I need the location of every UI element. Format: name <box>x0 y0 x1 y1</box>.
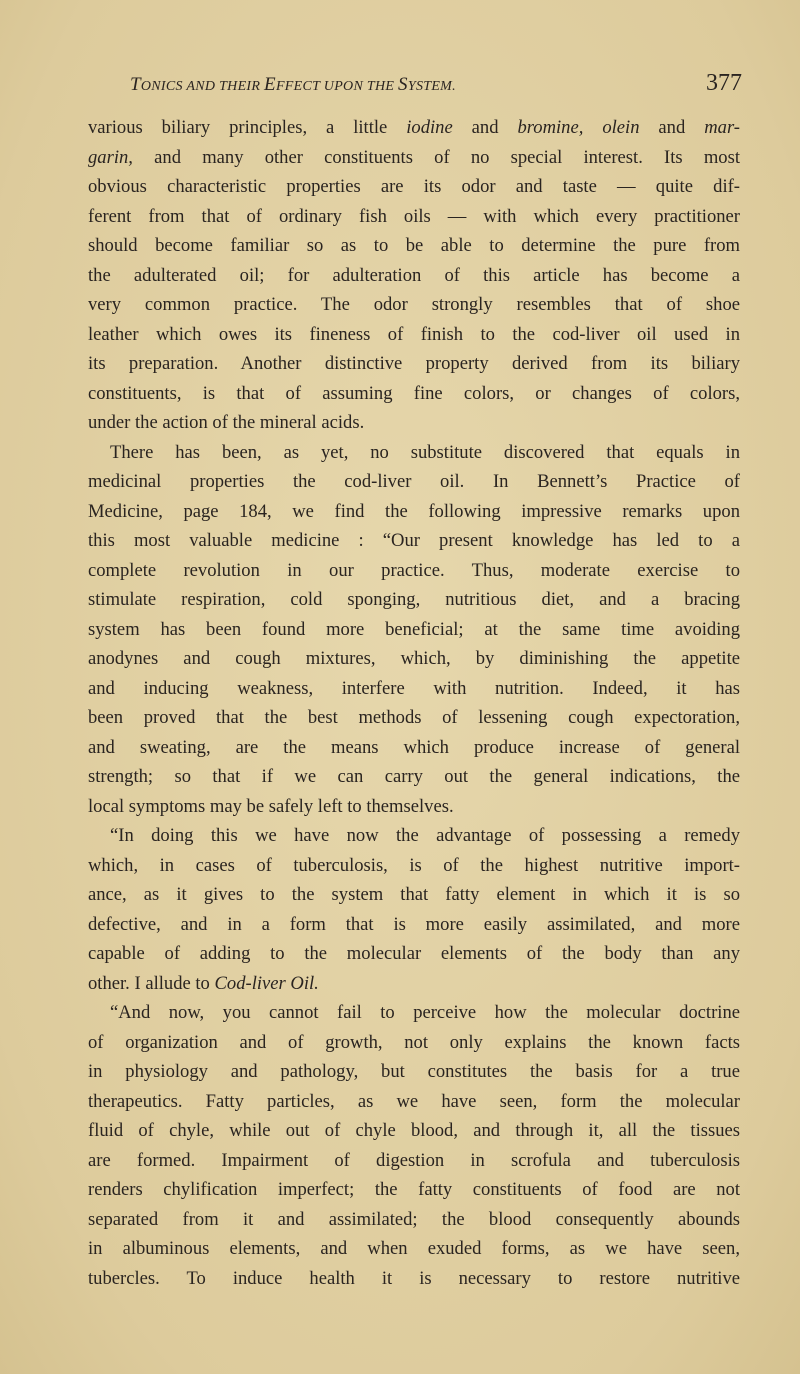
text-segment: of organization and of growth, not only explains the known facts <box>88 1031 740 1053</box>
text-segment: ance, as it gives to the system that fatty element in which it is so <box>88 884 740 905</box>
text-segment: and many other constituents of no special interest. Its most <box>132 146 740 168</box>
text-line <box>88 379 740 409</box>
text-segment: very common practice. The odor strongly resembles that of shoe <box>88 294 740 315</box>
text-segment: obvious characteristic properties are its odor and taste — quite dif- <box>88 176 740 197</box>
italic-text: olein <box>602 117 640 138</box>
text-segment: renders chylification imperfect; the fatty constituents of food are not <box>88 1179 740 1200</box>
text-line <box>88 497 740 527</box>
text-line <box>88 585 740 615</box>
text-line <box>88 231 740 261</box>
text-line <box>88 320 740 350</box>
text-line <box>88 1057 740 1087</box>
text-segment: in albuminous elements, and when exuded forms, as we have seen, <box>88 1238 740 1259</box>
text-segment: medicinal properties the cod-liver oil. In Bennett’s Practice of <box>88 471 740 492</box>
italic-text: garin, <box>88 146 133 168</box>
text-segment <box>583 117 602 138</box>
running-title-part: ONICS AND THEIR <box>140 79 265 94</box>
page-header <box>130 70 750 110</box>
text-segment: tubercles. To induce health it is necessary to restore nutritive <box>88 1267 740 1289</box>
page-number: 377 <box>706 70 742 96</box>
text-line <box>88 556 740 586</box>
text-segment: the adulterated oil; for adulteration of this article has become a <box>88 264 740 286</box>
text-line <box>88 733 740 763</box>
text-segment: defective, and in a form that is more easily assimilated, and more <box>88 913 740 935</box>
text-segment: therapeutics. Fatty particles, as we have seen, form the molecular <box>88 1090 740 1112</box>
text-line <box>88 1146 740 1176</box>
text-line <box>88 1116 740 1146</box>
text-line <box>88 438 740 468</box>
text-segment: local symptoms may be safely left to themselves. <box>88 795 454 817</box>
text-line <box>88 880 740 910</box>
running-title-part: E <box>264 74 276 95</box>
text-line <box>88 349 740 379</box>
text-line <box>88 408 740 438</box>
text-line <box>88 143 740 173</box>
text-segment: and <box>452 117 518 138</box>
text-line <box>88 615 740 645</box>
text-segment: other. I allude to <box>88 972 215 994</box>
text-line <box>88 821 740 851</box>
running-title-part: T <box>130 74 141 95</box>
text-segment: constituents, is that of assuming fine colors, or changes of colors, <box>88 382 740 404</box>
text-segment: in physiology and pathology, but constitutes the basis for a true <box>88 1061 740 1082</box>
text-segment: ferent from that of ordinary fish oils — with which every practitioner <box>88 205 740 227</box>
text-segment: and <box>639 117 705 138</box>
text-line <box>88 1028 740 1058</box>
text-segment: its preparation. Another distinctive property derived from its biliary <box>88 353 740 374</box>
text-segment: system has been found more beneficial; at the same time avoiding <box>88 618 740 640</box>
running-title-part: S <box>398 74 408 95</box>
text-line <box>88 526 740 556</box>
body-text <box>88 113 740 1293</box>
text-segment: fluid of chyle, while out of chyle blood, and through it, all the tissues <box>88 1120 740 1141</box>
text-segment: “And now, you cannot fail to perceive how the molecular doctrine <box>110 1002 740 1023</box>
text-line <box>88 939 740 969</box>
text-segment: been proved that the best methods of lessening cough expectoration, <box>88 707 740 728</box>
text-segment: under the action of the mineral acids. <box>88 412 365 433</box>
text-segment: strength; so that if we can carry out the general indications, the <box>88 766 740 787</box>
text-segment: anodynes and cough mixtures, which, by diminishing the appetite <box>88 648 740 669</box>
text-line <box>88 792 740 822</box>
running-title-part: YSTEM. <box>407 79 456 94</box>
text-line <box>88 674 740 704</box>
running-title-part: FFECT UPON THE <box>275 79 399 94</box>
text-line <box>88 202 740 232</box>
text-line <box>88 1205 740 1235</box>
italic-text: mar- <box>704 117 740 138</box>
text-segment: which, in cases of tuberculosis, is of the highest nutritive import- <box>88 854 740 876</box>
text-line <box>88 1087 740 1117</box>
text-segment: Medicine, page 184, we find the following impressive remarks upon <box>88 500 740 522</box>
text-line <box>88 1175 740 1205</box>
text-segment: There has been, as yet, no substitute discovered that equals in <box>110 441 740 463</box>
text-line <box>88 762 740 792</box>
italic-text: Cod-liver Oil. <box>214 972 319 994</box>
text-line <box>88 644 740 674</box>
text-line <box>88 1234 740 1264</box>
text-segment: should become familiar so as to be able to determine the pure from <box>88 235 740 256</box>
text-segment: capable of adding to the molecular elements of the body than any <box>88 943 740 964</box>
text-line <box>88 703 740 733</box>
text-segment: and inducing weakness, interfere with nutrition. Indeed, it has <box>88 677 740 699</box>
text-segment: complete revolution in our practice. Thus, moderate exercise to <box>88 559 740 581</box>
text-segment: “In doing this we have now the advantage of possessing a remedy <box>110 825 740 846</box>
running-title <box>130 74 456 96</box>
italic-text: bromine, <box>517 117 584 138</box>
text-line <box>88 910 740 940</box>
text-segment: separated from it and assimilated; the blood consequently abounds <box>88 1208 740 1230</box>
text-line <box>88 290 740 320</box>
italic-text: iodine <box>406 117 453 138</box>
text-line <box>88 467 740 497</box>
text-segment: this most valuable medicine : “Our present knowledge has led to a <box>88 530 740 551</box>
text-segment: stimulate respiration, cold sponging, nutritious diet, and a bracing <box>88 589 740 610</box>
text-segment: and sweating, are the means which produce increase of general <box>88 736 740 758</box>
text-line <box>88 969 740 999</box>
text-line <box>88 1264 740 1294</box>
text-line <box>88 998 740 1028</box>
text-segment: leather which owes its fineness of finish to the cod-liver oil used in <box>88 323 740 345</box>
text-segment: various biliary principles, a little <box>88 117 407 138</box>
text-line <box>88 113 740 143</box>
text-line <box>88 172 740 202</box>
text-line <box>88 851 740 881</box>
text-segment: are formed. Impairment of digestion in scrofula and tuberculosis <box>88 1149 740 1171</box>
text-line <box>88 261 740 291</box>
